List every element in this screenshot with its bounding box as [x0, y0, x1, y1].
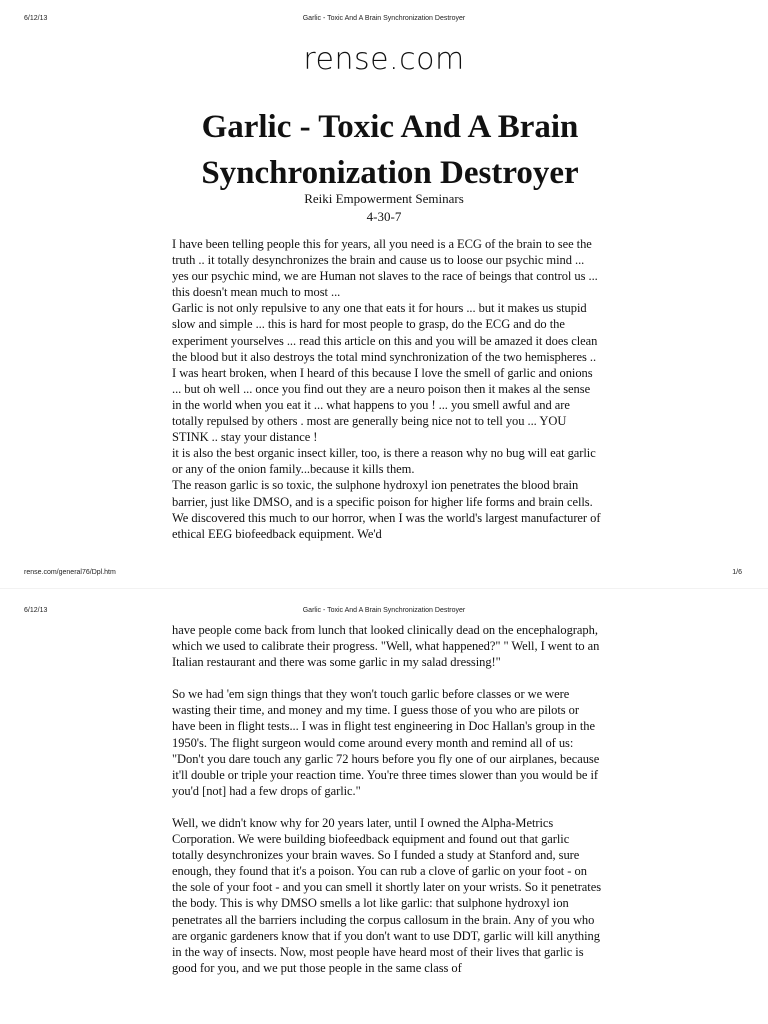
paragraph: Garlic is not only repulsive to any one that eats it for hours ... but it makes us stupid slow and simple ... this is hard for most people to grasp, do the ECG and do the experiment yourselves ... read this article on this and you will be amazed it does clean the blood but it also destroys the total mind synchronization of the two hemispheres .. I was heart broken, when I heard of this because I love the smell of garlic and onions ... but oh well ... once you find out they are a neuro poison then it makes al the sense in the world when you eat it ... what happens to you ! ... you smell awful and are totally repulsed by others . most are generally being nice not to tell you ... YOU STINK .. stay your distance !: [172, 301, 598, 445]
article-source: Reiki Empowerment Seminars: [304, 191, 464, 206]
article-title: Garlic - Toxic And A Brain Synchronization Destroyer: [201, 109, 579, 191]
paragraph: Well, we didn't know why for 20 years later, until I owned the Alpha-Metrics Corporation. We were building biofeedback equipment and found out that garlic totally desynchronizes your brain waves. So I funded a study at Stanford and, sure enough, they found that it's a poison. You can rub a clove of garlic on your foot - on the sole of your foot - and you can smell it shortly later on your wrists. So it penetrates the body. This is why DMSO smells a lot like garlic: that sulphone hydroxyl ion penetrates all the barriers including the corpus callosum in the brain. Any of you who are organic gardeners know that if you don't want to use DDT, garlic will kill anything in the way of insects. Now, most people have heard most of their lives that garlic is good for you, and we put those people in the same class of: [172, 815, 602, 975]
page-separator: [0, 588, 768, 589]
print-header-date: 6/12/13: [24, 15, 48, 22]
print-footer-url: rense.com/general76/Dpl.htm: [24, 569, 116, 576]
paragraph: it is also the best organic insect killer, too, is there a reason why no bug will eat garlic or any of the onion family...because it kills them.: [172, 446, 596, 477]
page1-body: [172, 236, 602, 564]
paragraph: The reason garlic is so toxic, the sulphone hydroxyl ion penetrates the blood brain barrier, just like DMSO, and is a specific poison for higher life forms and brain cells. We discovered this much to our horror, when I was the world's largest manufacturer of ethical EEG biofeedback equipment. We'd: [172, 478, 601, 541]
print-header-title: Garlic - Toxic And A Brain Synchronization Destroyer: [302, 15, 466, 22]
paragraph: So we had 'em sign things that they won't touch garlic before classes or we were wasting their time, and money and my time. I guess those of you who are pilots or have been in flight tests... I was in flight test engineering in Doc Hallan's group in the 1950's. The flight surgeon would come around every month and remind all of us: "Don't you dare touch any garlic 72 hours before you fly one of our airplanes, because it'll double or triple your reaction time. You're three times slower than you would be if you'd [not] had a few drops of garlic.": [172, 687, 600, 798]
print-footer-page-number: 1/6: [732, 569, 742, 576]
page2-body: [172, 622, 602, 1024]
site-logo: rense.com: [303, 42, 465, 77]
article-date: 4-30-7: [366, 209, 402, 224]
paragraph: have people come back from lunch that looked clinically dead on the encephalograph, which we used to calibrate their progress. "Well, what happened?" " Well, I went to an Italian restaurant and there was some garlic in my salad dressing!": [172, 623, 600, 670]
paragraph: I have been telling people this for years, all you need is a ECG of the brain to see the truth .. it totally desynchronizes the brain and cause us to loose our psychic mind ... yes our psychic mind, we are Human not slaves to the race of beings that control us ... this doesn't mean much to most ...: [172, 237, 598, 300]
print-header-date: 6/12/13: [24, 607, 48, 614]
print-header-title: Garlic - Toxic And A Brain Synchronization Destroyer: [302, 607, 466, 614]
